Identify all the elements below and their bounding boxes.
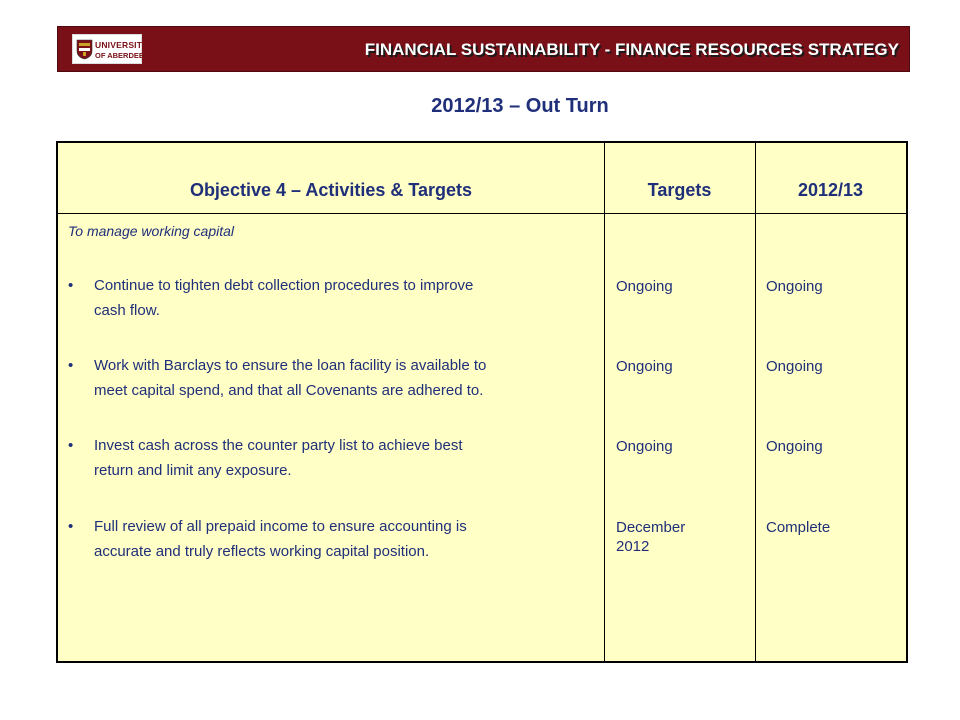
banner-title: FINANCIAL SUSTAINABILITY - FINANCE RESOURCES STRATEGY [364,40,899,59]
header-year: 2012/13 [797,180,864,200]
column-divider [755,143,756,661]
bullet: • [68,277,74,294]
header-targets: Targets [647,180,712,200]
target-cell: Ongoing [616,438,673,455]
status-cell: Ongoing [766,278,823,295]
bullet: • [68,437,74,454]
activity-line: Continue to tighten debt collection procedures to improve [94,277,474,294]
activity-line: cash flow. [94,302,160,319]
column-divider [604,143,605,661]
activity-line: Full review of all prepaid income to ensure accounting is [94,518,467,535]
logo-text-university: UNIVERSITY [95,40,149,50]
activity-item [68,514,467,564]
bullet: • [68,518,74,535]
objectives-table [56,141,908,663]
header-banner [57,26,910,72]
activity-item [68,273,473,323]
target-cell: Ongoing [616,358,673,375]
header-divider [58,213,906,214]
target-cell: Ongoing [616,278,673,295]
university-logo [72,34,150,64]
target-cell: December 2012 [616,519,686,555]
activity-line: Invest cash across the counter party list to achieve best [94,437,463,454]
status-cell: Ongoing [766,358,823,375]
page-title: 2012/13 – Out Turn [431,95,609,117]
activity-item [68,353,486,403]
activity-line: accurate and truly reflects working capital position. [94,543,430,560]
activity-line: meet capital spend, and that all Covenants are adhered to. [94,382,484,399]
status-cell: Complete [766,519,831,536]
activity-line: Work with Barclays to ensure the loan facility is available to [94,357,487,374]
activity-line: return and limit any exposure. [94,462,292,479]
crest-icon [76,39,93,60]
status-cell: Ongoing [766,438,823,455]
header-objective: Objective 4 – Activities & Targets [189,180,473,200]
objective-intro: To manage working capital [68,223,235,239]
activity-item [68,433,463,483]
logo-text-aberdeen: OF ABERDEEN [95,51,150,60]
bullet: • [68,357,74,374]
